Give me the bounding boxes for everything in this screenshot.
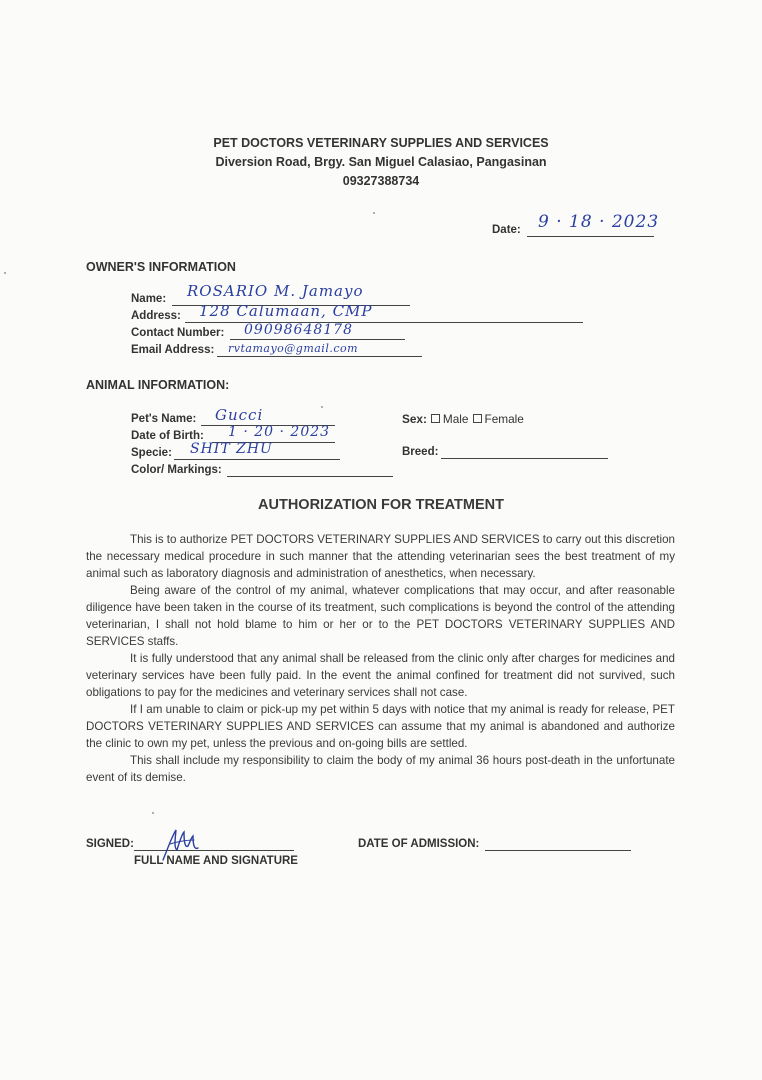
signed-label: SIGNED: bbox=[86, 838, 134, 850]
breed-line[interactable] bbox=[441, 458, 608, 459]
authorization-paragraph: This is to authorize PET DOCTORS VETERINARY SUPPLIES AND SERVICES to carry out this discretion the necessary medical procedure in such manner that the attending veterinarian sees the best treatment of my animal such as laboratory diagnosis and administration of anesthetics, when necessary. bbox=[86, 533, 675, 580]
dob-label: Date of Birth: bbox=[131, 430, 204, 442]
owner-name-label: Name: bbox=[131, 293, 167, 305]
admission-date-line[interactable] bbox=[485, 850, 631, 851]
signature-line[interactable] bbox=[134, 850, 294, 851]
scan-speck bbox=[373, 212, 375, 214]
date-label: Date: bbox=[492, 224, 521, 236]
pet-name-value[interactable]: Gucci bbox=[215, 406, 264, 424]
company-name: PET DOCTORS VETERINARY SUPPLIES AND SERVICES bbox=[213, 136, 549, 150]
admission-date-label: DATE OF ADMISSION: bbox=[358, 838, 480, 850]
sex-field bbox=[402, 412, 524, 426]
date-value[interactable]: 9 · 18 · 2023 bbox=[538, 212, 660, 232]
owner-email-label: Email Address: bbox=[131, 344, 215, 356]
owner-contact-label: Contact Number: bbox=[131, 327, 225, 339]
animal-section-title: ANIMAL INFORMATION: bbox=[86, 378, 230, 392]
authorization-body bbox=[0, 531, 675, 786]
sex-label: Sex: bbox=[402, 412, 427, 426]
color-markings-line[interactable] bbox=[227, 476, 393, 477]
owner-email-value[interactable]: rvtamayo@gmail.com bbox=[228, 342, 359, 355]
female-checkbox[interactable] bbox=[473, 414, 482, 423]
owner-email-line bbox=[217, 356, 422, 357]
owner-name-value[interactable]: ROSARIO M. Jamayo bbox=[187, 282, 364, 300]
specie-value[interactable]: SHIT ZHU bbox=[190, 441, 273, 457]
authorization-paragraph: If I am unable to claim or pick-up my pet within 5 days with notice that my animal is ready for release, PET DOCTORS VETERINARY SUPPLIES AND SERVICES can assume that my animal is abandoned and authorize the clinic to own my pet, unless the previous and on-going bills are settled. bbox=[86, 703, 675, 750]
owner-section-title: OWNER'S INFORMATION bbox=[86, 260, 236, 274]
authorization-paragraph: This shall include my responsibility to claim the body of my animal 36 hours post-death in the unfortunate event of its demise. bbox=[86, 754, 675, 784]
scan-speck bbox=[321, 406, 323, 408]
scan-speck bbox=[152, 812, 154, 814]
specie-label: Specie: bbox=[131, 447, 172, 459]
male-option-label: Male bbox=[442, 412, 469, 426]
male-checkbox[interactable] bbox=[431, 414, 440, 423]
authorization-paragraph: Being aware of the control of my animal, whatever complications that may occur, and after reasonable diligence have been taken in the course of its treatment, such complications is beyond the control of the attending veterinarian, I shall not hold blame to him or her or to the PET DOCTORS VETERINARY SUPPLIES AND SERVICES staffs. bbox=[86, 584, 675, 648]
specie-line bbox=[174, 459, 340, 460]
owner-address-value[interactable]: 128 Calumaan, CMP bbox=[199, 302, 373, 320]
company-address: Diversion Road, Brgy. San Miguel Calasiao, Pangasinan bbox=[215, 155, 547, 169]
pet-name-label: Pet's Name: bbox=[131, 413, 197, 425]
date-line bbox=[527, 236, 654, 237]
company-phone: 09327388734 bbox=[342, 174, 420, 188]
signature-caption: FULL NAME AND SIGNATURE bbox=[134, 855, 298, 867]
owner-contact-value[interactable]: 09098648178 bbox=[244, 322, 353, 338]
female-option-label: Female bbox=[484, 412, 524, 426]
authorization-paragraph: It is fully understood that any animal shall be released from the clinic only after charges for medicines and veterinary services have been fully paid. In the event the animal confined for treatment did not survived, such obligations to pay for the medicines and veterinary services shall not case. bbox=[86, 652, 675, 699]
owner-address-label: Address: bbox=[131, 310, 181, 322]
owner-contact-line bbox=[230, 339, 405, 340]
authorization-title: AUTHORIZATION FOR TREATMENT bbox=[258, 497, 504, 513]
scan-speck bbox=[4, 272, 6, 274]
color-markings-label: Color/ Markings: bbox=[131, 464, 222, 476]
breed-label: Breed: bbox=[402, 446, 439, 458]
dob-value[interactable]: 1 · 20 · 2023 bbox=[228, 424, 331, 440]
